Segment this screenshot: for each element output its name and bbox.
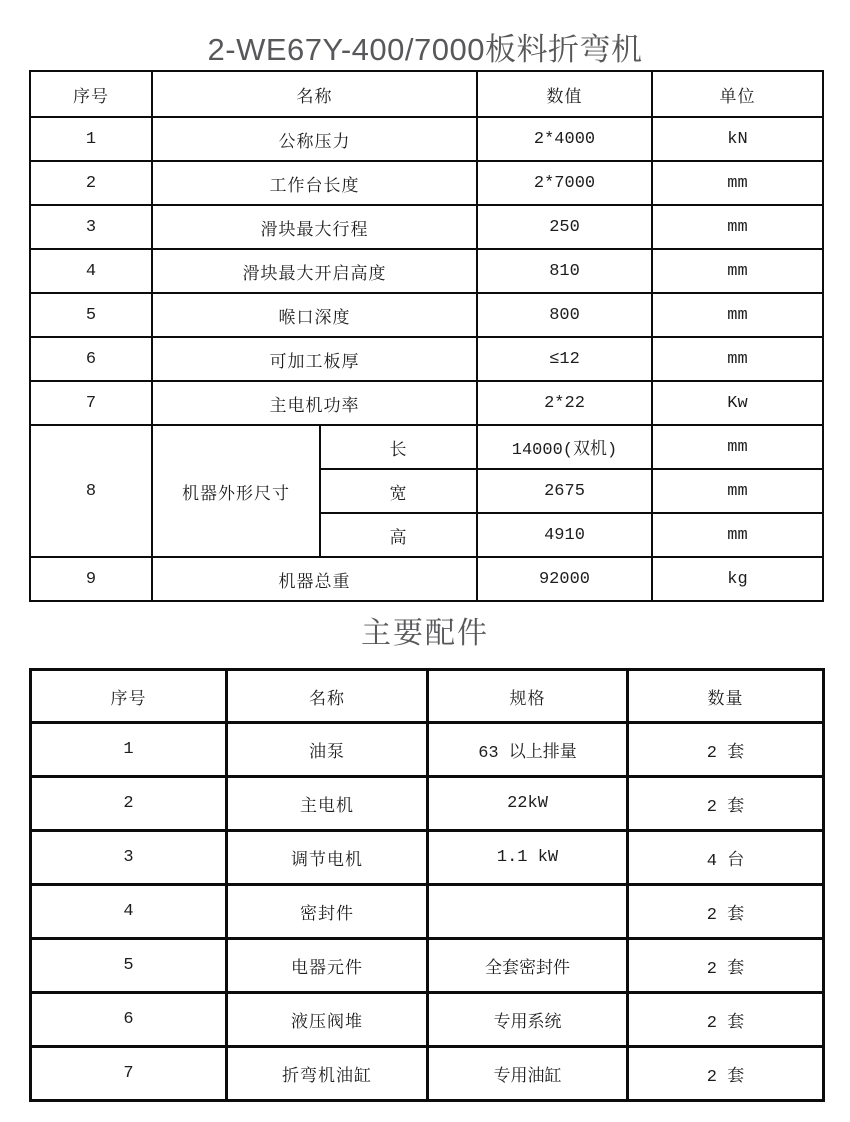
row-number-cell: 7	[31, 1047, 227, 1101]
dim-label-cell: 长	[320, 425, 477, 469]
name-cell: 密封件	[227, 885, 428, 939]
spec-row	[30, 293, 823, 337]
dim-label-cell: 宽	[320, 469, 477, 513]
value-cell: 2*22	[477, 381, 652, 425]
spec-row	[30, 557, 823, 601]
name-cell: 主电机功率	[152, 381, 477, 425]
spec-row	[30, 381, 823, 425]
row-number-cell: 6	[31, 993, 227, 1047]
section-title-accessories: 主要配件	[361, 617, 489, 650]
header-cell-name: 名称	[152, 71, 477, 117]
row-number-cell: 2	[30, 161, 152, 205]
row-number-cell: 3	[30, 205, 152, 249]
header-cell-unit: 单位	[652, 71, 823, 117]
value-cell: 250	[477, 205, 652, 249]
parts-row	[31, 885, 824, 939]
dimension-name-cell: 机器外形尺寸	[152, 425, 320, 557]
qty-cell: 2 套	[628, 993, 824, 1047]
unit-cell: mm	[652, 513, 823, 557]
spec-table	[29, 70, 824, 602]
spec-cell: 专用系统	[428, 993, 628, 1047]
spec-cell: 22kW	[428, 777, 628, 831]
name-cell: 可加工板厚	[152, 337, 477, 381]
header-cell-qty: 数量	[628, 670, 824, 723]
spec-row	[30, 161, 823, 205]
header-cell-value: 数值	[477, 71, 652, 117]
row-number-cell: 1	[31, 723, 227, 777]
parts-row	[31, 1047, 824, 1101]
dim-label-cell: 高	[320, 513, 477, 557]
name-cell: 滑块最大开启高度	[152, 249, 477, 293]
spec-cell	[428, 885, 628, 939]
row-number-cell: 6	[30, 337, 152, 381]
qty-cell: 4 台	[628, 831, 824, 885]
spec-header-row	[30, 71, 823, 117]
unit-cell: Kw	[652, 381, 823, 425]
row-number-cell: 8	[30, 425, 152, 557]
spec-cell: 1.1 kW	[428, 831, 628, 885]
unit-cell: mm	[652, 161, 823, 205]
qty-cell: 2 套	[628, 885, 824, 939]
spec-row	[30, 337, 823, 381]
value-cell: 2*4000	[477, 117, 652, 161]
value-cell: 14000(双机)	[477, 425, 652, 469]
page-title: 2-WE67Y-400/7000板料折弯机	[207, 32, 643, 67]
value-cell: 800	[477, 293, 652, 337]
row-number-cell: 5	[31, 939, 227, 993]
spec-dimension-row	[30, 425, 823, 469]
row-number-cell: 4	[31, 885, 227, 939]
name-cell: 液压阀堆	[227, 993, 428, 1047]
row-number-cell: 3	[31, 831, 227, 885]
name-cell: 滑块最大行程	[152, 205, 477, 249]
header-cell-name: 名称	[227, 670, 428, 723]
name-cell: 机器总重	[152, 557, 477, 601]
parts-row	[31, 831, 824, 885]
unit-cell: mm	[652, 425, 823, 469]
value-cell: 810	[477, 249, 652, 293]
unit-cell: kN	[652, 117, 823, 161]
unit-cell: kg	[652, 557, 823, 601]
unit-cell: mm	[652, 249, 823, 293]
header-cell-spec: 规格	[428, 670, 628, 723]
name-cell: 折弯机油缸	[227, 1047, 428, 1101]
row-number-cell: 2	[31, 777, 227, 831]
parts-row	[31, 939, 824, 993]
spec-row	[30, 249, 823, 293]
name-cell: 主电机	[227, 777, 428, 831]
parts-header-row	[31, 670, 824, 723]
header-cell-no: 序号	[31, 670, 227, 723]
parts-row	[31, 777, 824, 831]
unit-cell: mm	[652, 337, 823, 381]
name-cell: 油泵	[227, 723, 428, 777]
parts-row	[31, 723, 824, 777]
name-cell: 喉口深度	[152, 293, 477, 337]
parts-table	[29, 668, 825, 1102]
name-cell: 公称压力	[152, 117, 477, 161]
unit-cell: mm	[652, 293, 823, 337]
row-number-cell: 5	[30, 293, 152, 337]
spec-cell: 全套密封件	[428, 939, 628, 993]
value-cell: ≤12	[477, 337, 652, 381]
value-cell: 92000	[477, 557, 652, 601]
name-cell: 电器元件	[227, 939, 428, 993]
qty-cell: 2 套	[628, 1047, 824, 1101]
spec-row	[30, 117, 823, 161]
qty-cell: 2 套	[628, 939, 824, 993]
row-number-cell: 4	[30, 249, 152, 293]
name-cell: 工作台长度	[152, 161, 477, 205]
row-number-cell: 1	[30, 117, 152, 161]
parts-row	[31, 993, 824, 1047]
spec-row	[30, 205, 823, 249]
row-number-cell: 7	[30, 381, 152, 425]
header-cell-no: 序号	[30, 71, 152, 117]
name-cell: 调节电机	[227, 831, 428, 885]
unit-cell: mm	[652, 205, 823, 249]
spec-cell: 专用油缸	[428, 1047, 628, 1101]
spec-cell: 63 以上排量	[428, 723, 628, 777]
value-cell: 2*7000	[477, 161, 652, 205]
value-cell: 4910	[477, 513, 652, 557]
unit-cell: mm	[652, 469, 823, 513]
row-number-cell: 9	[30, 557, 152, 601]
value-cell: 2675	[477, 469, 652, 513]
qty-cell: 2 套	[628, 777, 824, 831]
qty-cell: 2 套	[628, 723, 824, 777]
